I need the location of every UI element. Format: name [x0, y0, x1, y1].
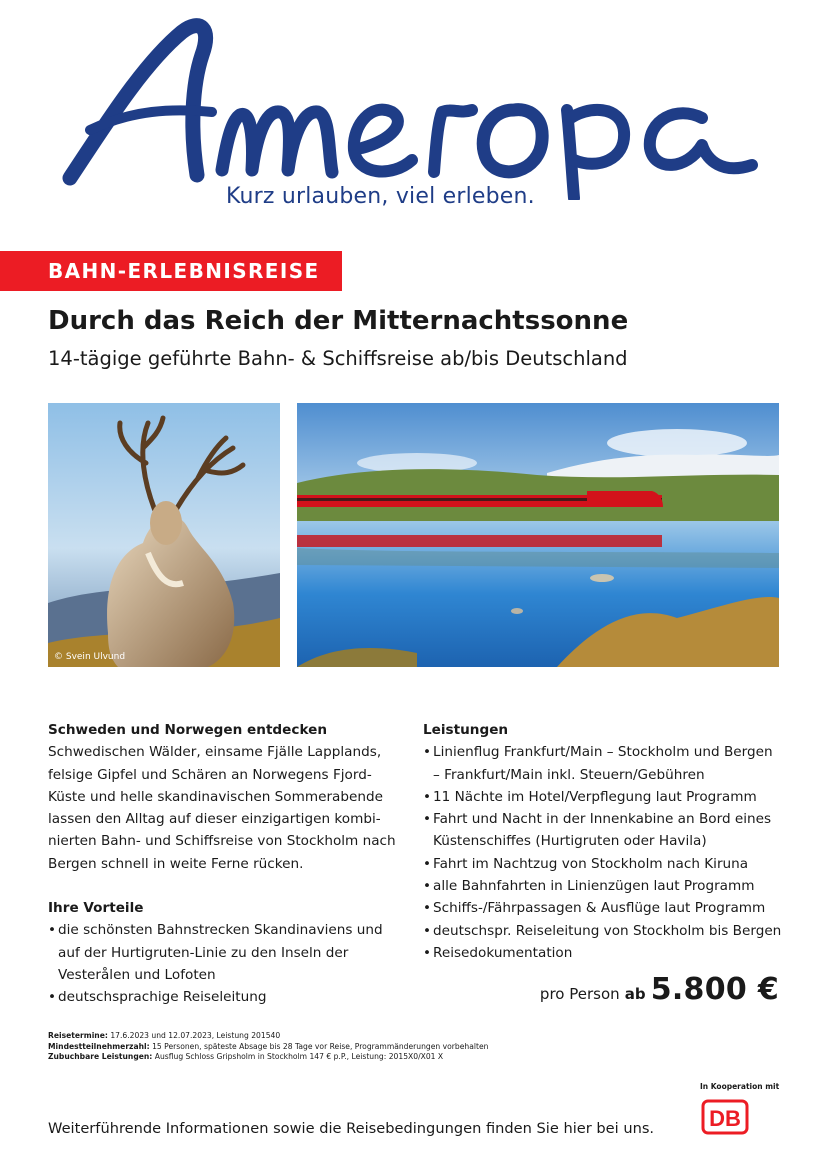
intro-text: Schwedischen Wälder, einsame Fjälle Lapplands, felsige Gipfel und Schären an Norwegens Fjord-Küste und helle skandinavischen Sommerabende lassen den Alltag auf dieser einzigartigen kombi-nierten Bahn- und Schiffsreise von Stockholm nach Bergen schnell in weite Ferne rücken. — [48, 744, 396, 872]
leistungen-list — [423, 741, 783, 964]
photo-credit: © Svein Ulvund — [54, 652, 126, 662]
kooperation-label: In Kooperation mit — [700, 1082, 780, 1091]
brand-tagline: Kurz urlauben, viel erleben. — [226, 184, 535, 209]
leistungen-heading: Leistungen — [423, 722, 509, 738]
list-item: • deutschsprachige Reiseleitung — [48, 986, 400, 1008]
reindeer-photo — [48, 403, 280, 667]
db-logo — [701, 1099, 749, 1135]
category-banner — [0, 251, 342, 291]
mindest-value: 15 Personen, späteste Absage bis 28 Tage vor Reise, Programmänderungen vorbehalten — [152, 1041, 489, 1051]
price-block — [540, 972, 779, 1007]
list-item: • Reisedokumentation — [423, 942, 783, 964]
reisetermine-label: Reisetermine: — [48, 1031, 108, 1040]
category-label: BAHN-ERLEBNISREISE — [48, 259, 320, 283]
ameropa-logo — [62, 10, 772, 200]
fineprint — [48, 1031, 488, 1063]
list-item: • die schönsten Bahnstrecken Skandinaviens und auf der Hurtigruten-Linie zu den Inseln der Vesterålen und Lofoten — [48, 919, 400, 986]
list-item: • Linienflug Frankfurt/Main – Stockholm und Bergen – Frankfurt/Main inkl. Steuern/Gebühren — [423, 741, 783, 786]
vorteile-heading: Ihre Vorteile — [48, 900, 144, 917]
page-subtitle: 14-tägige geführte Bahn- & Schiffsreise ab/bis Deutschland — [48, 347, 628, 370]
list-item: • Fahrt im Nachtzug von Stockholm nach Kiruna — [423, 853, 783, 875]
list-item: • Schiffs-/Fährpassagen & Ausflüge laut Programm — [423, 897, 783, 919]
zubuch-value: Ausflug Schloss Gripsholm in Stockholm 147 € p.P., Leistung: 2015X0/X01 X — [154, 1052, 444, 1062]
page-title: Durch das Reich der Mitternachtssonne — [48, 306, 629, 336]
vorteile-list — [48, 919, 400, 1008]
intro-heading: Schweden und Norwegen entdecken — [48, 722, 328, 738]
footer-text: Weiterführende Informationen sowie die Reisebedingungen finden Sie hier bei uns. — [48, 1120, 655, 1137]
list-item: • deutschspr. Reiseleitung von Stockholm bis Bergen — [423, 920, 783, 942]
price-prefix: pro Person — [539, 985, 620, 1003]
price-amount: 5.800 € — [650, 972, 779, 1007]
reisetermine-value: 17.6.2023 und 12.07.2023, Leistung 201540 — [110, 1031, 281, 1040]
leistungen-column — [423, 719, 783, 964]
price-ab: ab — [624, 985, 646, 1003]
zubuch-label: Zubuchbare Leistungen: — [48, 1052, 153, 1062]
list-item: • alle Bahnfahrten in Linienzügen laut Programm — [423, 875, 783, 897]
intro-column — [48, 719, 400, 1009]
svg-text:DB: DB — [709, 1106, 741, 1131]
list-item: • Fahrt und Nacht in der Innenkabine an Bord eines Küstenschiffes (Hurtigruten oder Havila) — [423, 808, 783, 853]
train-lake-photo — [297, 403, 779, 667]
mindest-label: Mindestteilnehmerzahl: — [48, 1041, 150, 1051]
list-item: • 11 Nächte im Hotel/Verpflegung laut Programm — [423, 786, 783, 808]
